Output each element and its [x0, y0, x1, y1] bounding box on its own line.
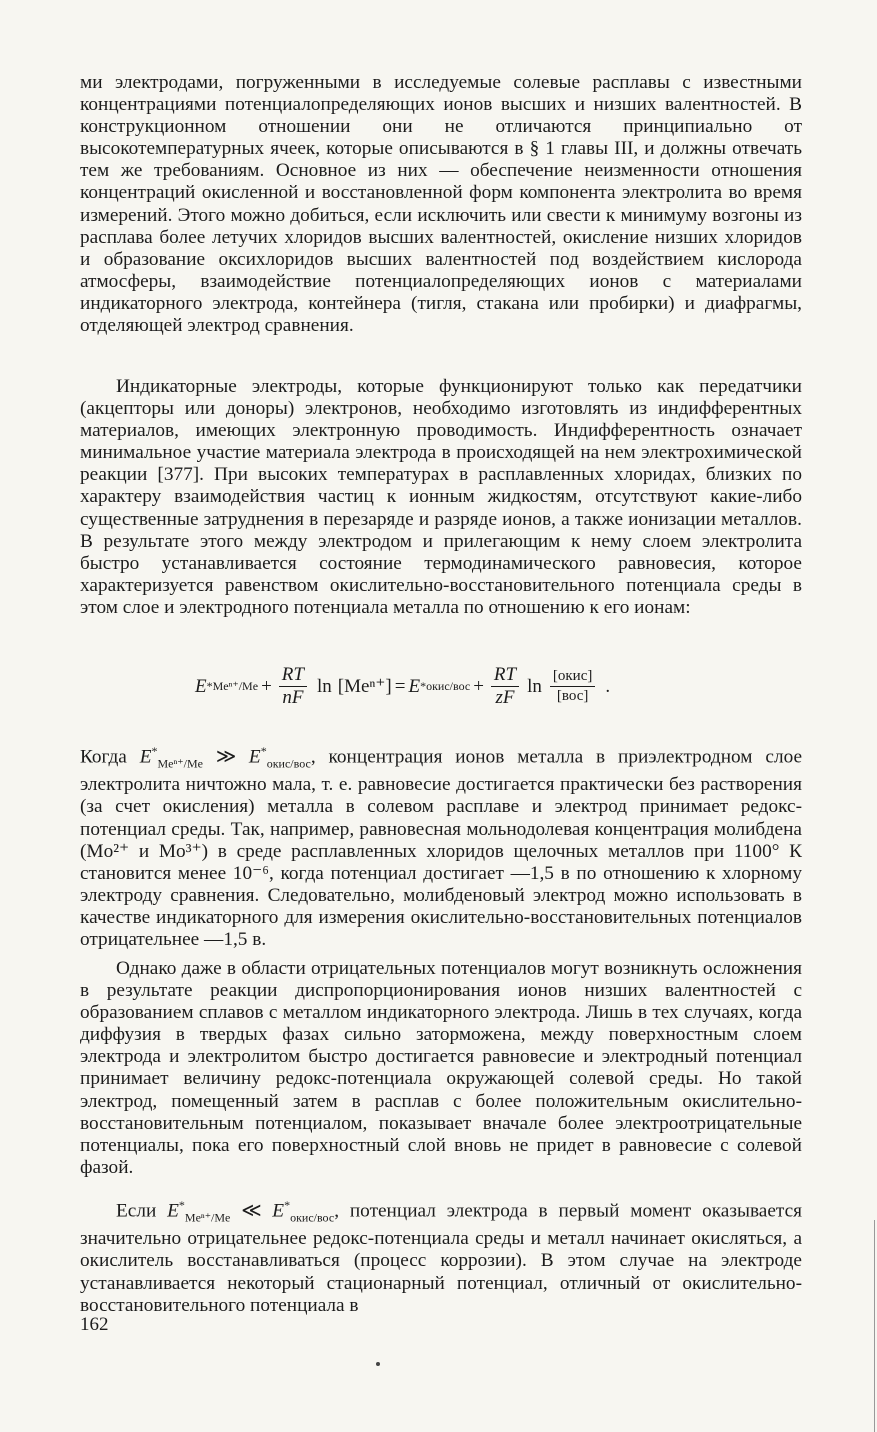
much-greater-sign: ≫ — [202, 746, 249, 768]
star: * — [260, 744, 267, 758]
e-symbol: E — [248, 746, 261, 768]
denominator: [вос] — [556, 688, 589, 704]
star: * — [151, 744, 158, 758]
ln: ln — [527, 675, 542, 697]
lead-word: Если — [116, 1200, 168, 1222]
paragraph-text: ми электродами, погруженными в исследуемые солевые расплавы с известными концентрациями потенциалопределяющих ионов высших и низших валентностей. В конструкционном отношении они не отличаются принципиально от высокотемпературных ячеек, которые описываются в § 1 главы III, и должны отвечать тем же требованиям. Основное из них — обеспечение неизменности отношения концентраций окисленной и восстановленной форм компонента электролита во время измерений. Этого можно добиться, если исключить или свести к минимуму возгоны из расплава более летучих хлоридов высших валентностей, окисление низших хлоридов и образование оксихлоридов высших валентностей под воздействием кислорода атмосферы, взаимодействие потенциалопределяющих ионов с материалами индикаторного электрода, контейнера (тигля, стакана или пробирки) и диафрагмы, отделяющей электрод сравнения. — [80, 72, 802, 337]
paragraph-text — [80, 1194, 802, 1317]
numerator: RT — [491, 664, 519, 687]
ox-subscript: окис/вос — [290, 1210, 335, 1225]
page-number: 162 — [80, 1314, 109, 1335]
plus-sign: + — [473, 675, 484, 697]
nernst-equation — [195, 664, 715, 724]
ox-red-fraction — [550, 667, 595, 706]
ox-subscript: окис/вос — [266, 756, 311, 771]
rt-nf-fraction — [279, 664, 307, 709]
e-symbol: E — [167, 1200, 179, 1222]
denominator: zF — [495, 687, 515, 708]
me-subscript: Meⁿ⁺/Me — [184, 1210, 231, 1225]
paragraph-rest: , потенциал электрода в первый момент оказывается значительно отрицательнее редокс-потенциала среды и металл начинает окисляться, а окислитель восстанавливаться (процесс коррозии). В этом случае на электроде устанавливается некоторый стационарный потенциал, отличный от окислительно-восстановительного потенциала в — [80, 1200, 802, 1316]
metal-concentration: [Meⁿ⁺] — [337, 676, 392, 697]
star: * — [284, 1198, 291, 1212]
numerator: [окис] — [550, 667, 595, 687]
me-subscript: Meⁿ⁺/Me — [212, 679, 259, 693]
equals-sign: = — [394, 675, 406, 697]
e-symbol: E — [195, 675, 207, 697]
denominator: nF — [282, 687, 304, 708]
ox-subscript: окис/вос — [426, 679, 471, 693]
paragraph-rest: , концентрация ионов металла в приэлектродном слое электролита ничтожно мала, т. е. равновесие достигается практически без растворения (за счет окисления) металла в солевом расплаве и электрод принимает редокс-потенциал среды. Так, например, равновесная мольнодолевая концентрация молибдена (Mo²⁺ и Mo³⁺) в среде расплавленных хлоридов щелочных металлов при 1100° К становится менее 10⁻⁶, когда потенциал достигает —1,5 в по отношению к хлорному электроду сравнения. Следовательно, молибденовый электрод можно использовать в качестве индикаторного для измерения окислительно-восстановительных потенциалов отрицательнее —1,5 в. — [80, 746, 802, 951]
lead-word: Когда — [80, 746, 140, 768]
period: . — [605, 675, 611, 697]
paragraph-3 — [80, 740, 802, 951]
numerator: RT — [279, 664, 307, 687]
me-subscript: Meⁿ⁺/Me — [157, 756, 203, 771]
paragraph-4 — [80, 958, 802, 1179]
paragraph-5 — [80, 1194, 802, 1317]
paragraph-text: Однако даже в области отрицательных потенциалов могут возникнуть осложнения в результате реакции диспропорционирования ионов низших валентностей с образованием сплавов с металлом индикаторного электрода. Лишь в тех случаях, когда диффузия в твердых фазах сильно заторможена, между поверхностным слоем электрода и электролитом быстро достигается равновесие и электродный потенциал принимает величину редокс-потенциала окружающей солевой среды. Но такой электрод, помещенный затем в расплав с более положительным окислительно-восстановительным потенциалом, показывает вначале более электроотрицательные потенциалы, пока его поверхностный слой вновь не придет в равновесие с солевой фазой. — [80, 958, 802, 1178]
star: * — [178, 1198, 185, 1212]
e-symbol: E — [272, 1200, 285, 1222]
e-symbol: E — [408, 675, 421, 697]
paragraph-2 — [80, 376, 802, 619]
paragraph-text: Индикаторные электроды, которые функционируют только как передатчики (акцепторы или доноры) электронов, необходимо изготовлять из индифферентных материалов, имеющих электронную проводимость. Индифферентность означает минимальное участие материала электрода в происходящей на нем электрохимической реакции [377]. При высоких температурах в расплавленных хлоридах, близких по характеру взаимодействия частиц к ионным жидкостям, отсутствуют какие-либо существенные затруднения в перезаряде и разряде ионов, а также ионизации металлов. В результате этого между электродом и прилегающим к нему слоем электролита быстро устанавливается состояние термодинамического равновесия, которое характеризуется равенством окислительно-восстановительного потенциала среды в этом слое и электродного потенциала металла по отношению к его ионам: — [80, 376, 802, 618]
much-less-sign: ≪ — [230, 1200, 273, 1222]
rt-zf-fraction — [491, 664, 519, 709]
star: * — [420, 679, 427, 693]
paragraph-1 — [80, 72, 802, 337]
scan-speck — [376, 1362, 380, 1366]
paragraph-text — [80, 740, 802, 951]
e-symbol: E — [139, 746, 152, 768]
scan-edge — [874, 1220, 875, 1432]
ln: ln — [316, 675, 332, 697]
star: * — [206, 679, 213, 693]
plus-sign: + — [261, 675, 272, 697]
